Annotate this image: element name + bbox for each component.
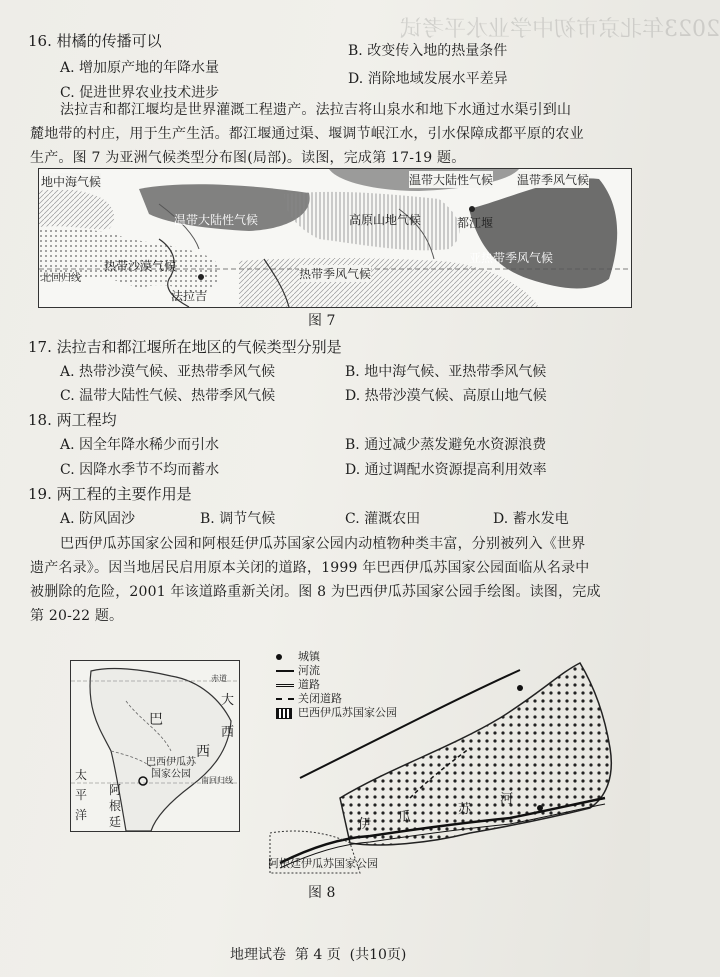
- inset-label-tropic: 南回归线: [201, 776, 233, 785]
- river-label-3: 苏: [458, 802, 472, 817]
- label-temperate-monsoon: 温带季风气候: [517, 173, 590, 187]
- inset-label-brazil-2: 西: [196, 744, 210, 760]
- q17-option-c[interactable]: C. 温带大陆性气候、热带季风气候: [60, 388, 276, 404]
- label-temperate-continental: 温带大陆性气候: [174, 213, 259, 227]
- q16-option-b[interactable]: B. 改变传入地的热量条件: [348, 43, 508, 59]
- q16-stem: 16. 柑橘的传播可以: [28, 32, 162, 50]
- legend-closed-road-label: 关闭道路: [298, 692, 342, 705]
- label-tropical-monsoon: 热带季风气候: [299, 267, 372, 281]
- q19-option-d[interactable]: D. 蓄水发电: [493, 511, 569, 527]
- label-dujiangyan: 都江堰: [457, 216, 494, 230]
- q17-option-d[interactable]: D. 热带沙漠气候、高原山地气候: [345, 388, 547, 404]
- q19-option-a[interactable]: A. 防风固沙: [60, 511, 136, 527]
- label-temperate-continental-top: 温带大陆性气候: [409, 173, 494, 187]
- inset-label-argentina-2: 根: [109, 799, 122, 813]
- park-sketch-map: [260, 658, 630, 873]
- inset-label-equator: 赤道: [211, 674, 227, 683]
- inset-label-ocean-2: 西: [221, 725, 235, 740]
- legend-road-label: 道路: [298, 678, 320, 691]
- q18-option-a[interactable]: A. 因全年降水稀少而引水: [60, 437, 220, 453]
- figure8: [60, 648, 640, 878]
- q18-option-c[interactable]: C. 因降水季节不均而蓄水: [60, 462, 220, 478]
- river-label-4: 河: [500, 792, 514, 807]
- passage2-line3: 被删除的危险，2001 年该道路重新关闭。图 8 为巴西伊瓜苏国家公园手绘图。读图，完成: [30, 584, 601, 600]
- passage1-line2: 麓地带的村庄，用于生产生活。都江堰通过渠、堰调节岷江水，引水保障成都平原的农业: [30, 126, 584, 142]
- q17-option-b[interactable]: B. 地中海气候、亚热带季风气候: [345, 364, 547, 380]
- river-label-1: 伊: [358, 817, 372, 832]
- label-plateau: 高原山地气候: [349, 213, 422, 227]
- q19-option-c[interactable]: C. 灌溉农田: [345, 511, 421, 527]
- inset-label-pacific-3: 洋: [75, 808, 88, 822]
- q18-option-d[interactable]: D. 通过调配水资源提高利用效率: [345, 462, 547, 478]
- inset-label-park: 巴西伊瓜苏: [146, 757, 196, 768]
- page-footer: 地理试卷 第 4 页 (共10页): [230, 947, 407, 963]
- passage2-line2: 遗产名录》。因当地居民启用原本关闭的道路，1999 年巴西伊瓜苏国家公园面临从名录中: [30, 560, 590, 576]
- q16-option-c[interactable]: C. 促进世界农业技术进步: [60, 85, 220, 101]
- inset-label-pacific-2: 平: [75, 788, 88, 802]
- label-tropical-desert: 热带沙漠气候: [104, 259, 177, 273]
- legend-river-label: 河流: [298, 664, 320, 677]
- passage1-line1: 法拉吉和都江堰均是世界灌溉工程遗产。法拉吉将山泉水和地下水通过水渠引到山: [60, 102, 572, 118]
- inset-label-ocean-1: 大: [221, 693, 235, 708]
- figure7-map-svg: [39, 169, 631, 307]
- dujiangyan-marker: [469, 206, 475, 212]
- inset-south-america-map: [70, 660, 240, 832]
- inset-map-svg: [71, 661, 239, 831]
- legend-town-label: 城镇: [298, 650, 320, 663]
- inset-label-argentina-1: 阿: [109, 783, 122, 797]
- q17-option-a[interactable]: A. 热带沙漠气候、亚热带季风气候: [60, 364, 276, 380]
- figure7-caption: 图 7: [308, 313, 336, 329]
- bleed-through-text: 2023年北京市初中学业水平考试: [400, 17, 720, 42]
- q19-stem: 19. 两工程的主要作用是: [28, 485, 192, 503]
- legend-park-label: 巴西伊瓜苏国家公园: [298, 706, 397, 719]
- inset-label-pacific-1: 太: [75, 768, 88, 782]
- inset-label-brazil-1: 巴: [149, 712, 163, 728]
- label-subtropical-monsoon: 亚热带季风气候: [469, 251, 554, 265]
- river-label-2: 瓜: [398, 810, 412, 825]
- figure8-caption: 图 8: [308, 885, 336, 901]
- passage2-line4: 第 20-22 题。: [30, 608, 124, 624]
- q18-option-b[interactable]: B. 通过减少蒸发避免水资源浪费: [345, 437, 547, 453]
- argentina-park-label: 阿根廷伊瓜苏国家公园: [268, 857, 378, 870]
- label-tropic-of-cancer: 北回归线: [41, 273, 81, 284]
- q18-stem: 18. 两工程均: [28, 411, 117, 429]
- inset-label-argentina-3: 廷: [109, 815, 122, 829]
- label-falaj: 法拉吉: [171, 289, 208, 303]
- q17-stem: 17. 法拉吉和都江堰所在地区的气候类型分别是: [28, 338, 342, 356]
- inset-label-park2: 国家公园: [151, 769, 191, 780]
- q16-option-a[interactable]: A. 增加原产地的年降水量: [60, 60, 220, 76]
- q16-option-d[interactable]: D. 消除地域发展水平差异: [348, 71, 508, 87]
- falaj-marker: [198, 274, 204, 280]
- passage2-line1: 巴西伊瓜苏国家公园和阿根廷伊瓜苏国家公园内动植物种类丰富，分别被列入《世界: [60, 536, 586, 552]
- figure7-climate-map: [38, 168, 632, 308]
- label-mediterranean: 地中海气候: [41, 175, 102, 189]
- q19-option-b[interactable]: B. 调节气候: [200, 511, 276, 527]
- passage1-line3: 生产。图 7 为亚洲气候类型分布图(局部)。读图，完成第 17-19 题。: [30, 150, 466, 166]
